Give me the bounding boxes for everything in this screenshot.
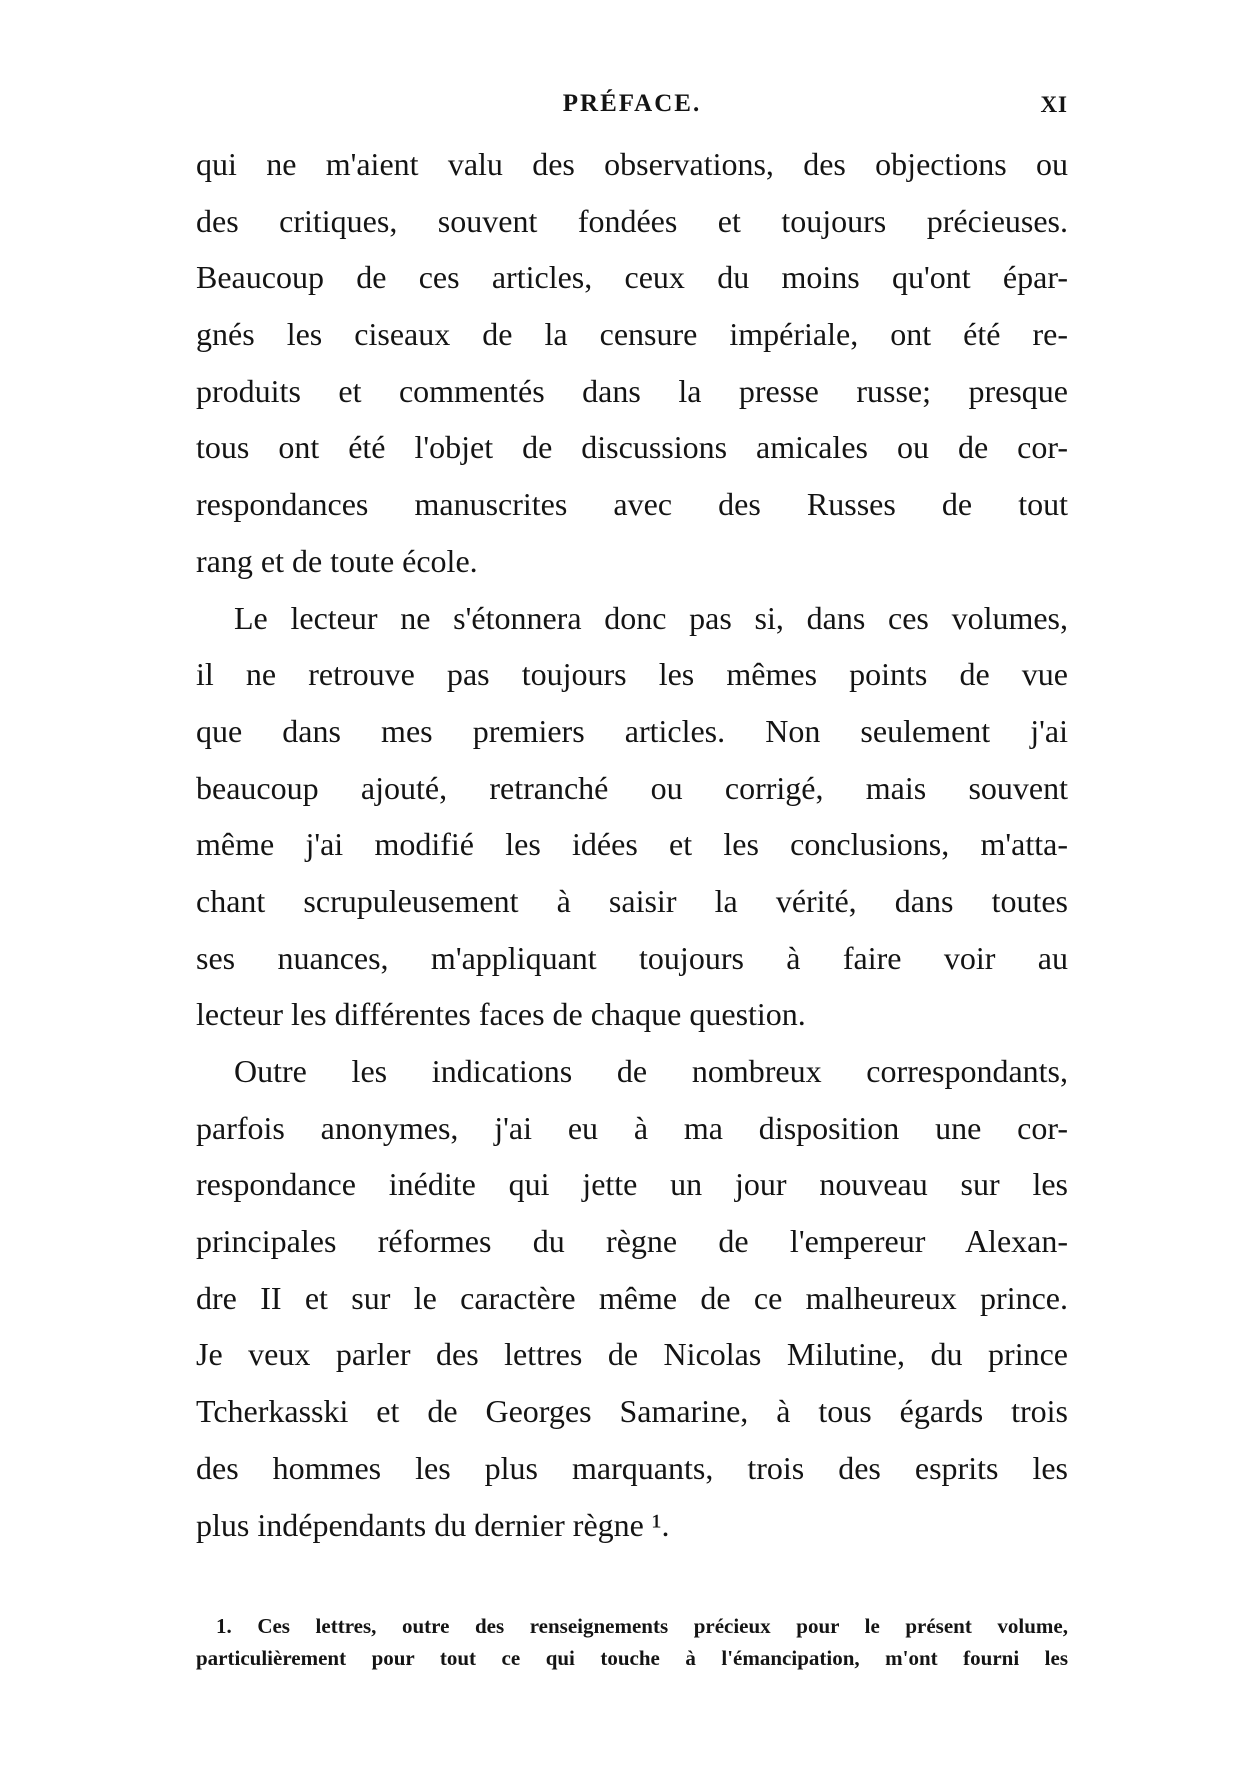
footnote-line: 1. Ces lettres, outre des renseignements précieux pour le présent volume, — [216, 1614, 1068, 1638]
text-line: qui ne m'aient valu des observations, des objections ou — [196, 146, 1068, 182]
text-line: plus indépendants du dernier règne ¹. — [196, 1506, 670, 1543]
text-line: Outre les indications de nombreux correspondants, — [234, 1053, 1068, 1089]
page-number: XI — [1040, 92, 1068, 117]
text-line: Le lecteur ne s'étonnera donc pas si, dans ces volumes, — [234, 599, 1068, 636]
running-head — [196, 90, 1068, 126]
text-line: rang et de toute école. — [196, 542, 478, 579]
text-line: beaucoup ajouté, retranché ou corrigé, mais souvent — [196, 769, 1068, 806]
text-line: produits et commentés dans la presse russe; presque — [196, 372, 1068, 409]
text-line: principales réformes du règne de l'empereur Alexan- — [196, 1223, 1068, 1260]
text-line: ses nuances, m'appliquant toujours à faire voir au — [196, 939, 1068, 976]
text-line: dre II et sur le caractère même de ce malheureux prince. — [196, 1279, 1068, 1316]
text-line: Beaucoup de ces articles, ceux du moins qu'ont épar- — [196, 259, 1068, 296]
footnote-line: particulièrement pour tout ce qui touche à l'émancipation, m'ont fourni les — [196, 1646, 1068, 1670]
text-line: même j'ai modifié les idées et les conclusions, m'atta- — [196, 826, 1068, 863]
text-line: lecteur les différentes faces de chaque question. — [196, 996, 806, 1033]
text-line: respondance inédite qui jette un jour nouveau sur les — [196, 1166, 1068, 1203]
text-line: chant scrupuleusement à saisir la vérité, dans toutes — [196, 882, 1068, 919]
text-line: des hommes les plus marquants, trois des esprits les — [196, 1449, 1068, 1486]
running-title: PRÉFACE. — [562, 90, 702, 117]
text-line: Tcherkasski et de Georges Samarine, à tous égards trois — [196, 1393, 1068, 1430]
text-line: gnés les ciseaux de la censure impériale, ont été re- — [196, 316, 1068, 353]
body-text — [196, 136, 1068, 1553]
text-line: il ne retrouve pas toujours les mêmes points de vue — [196, 656, 1068, 693]
text-line: que dans mes premiers articles. Non seulement j'ai — [196, 712, 1068, 749]
text-line: parfois anonymes, j'ai eu à ma disposition une cor- — [196, 1109, 1068, 1146]
text-line: tous ont été l'objet de discussions amicales ou de cor- — [196, 429, 1068, 466]
text-line: des critiques, souvent fondées et toujours précieuses. — [196, 202, 1068, 239]
text-line: respondances manuscrites avec des Russes de tout — [196, 486, 1068, 523]
footnote — [196, 1610, 1068, 1674]
text-line: Je veux parler des lettres de Nicolas Milutine, du prince — [196, 1336, 1068, 1373]
